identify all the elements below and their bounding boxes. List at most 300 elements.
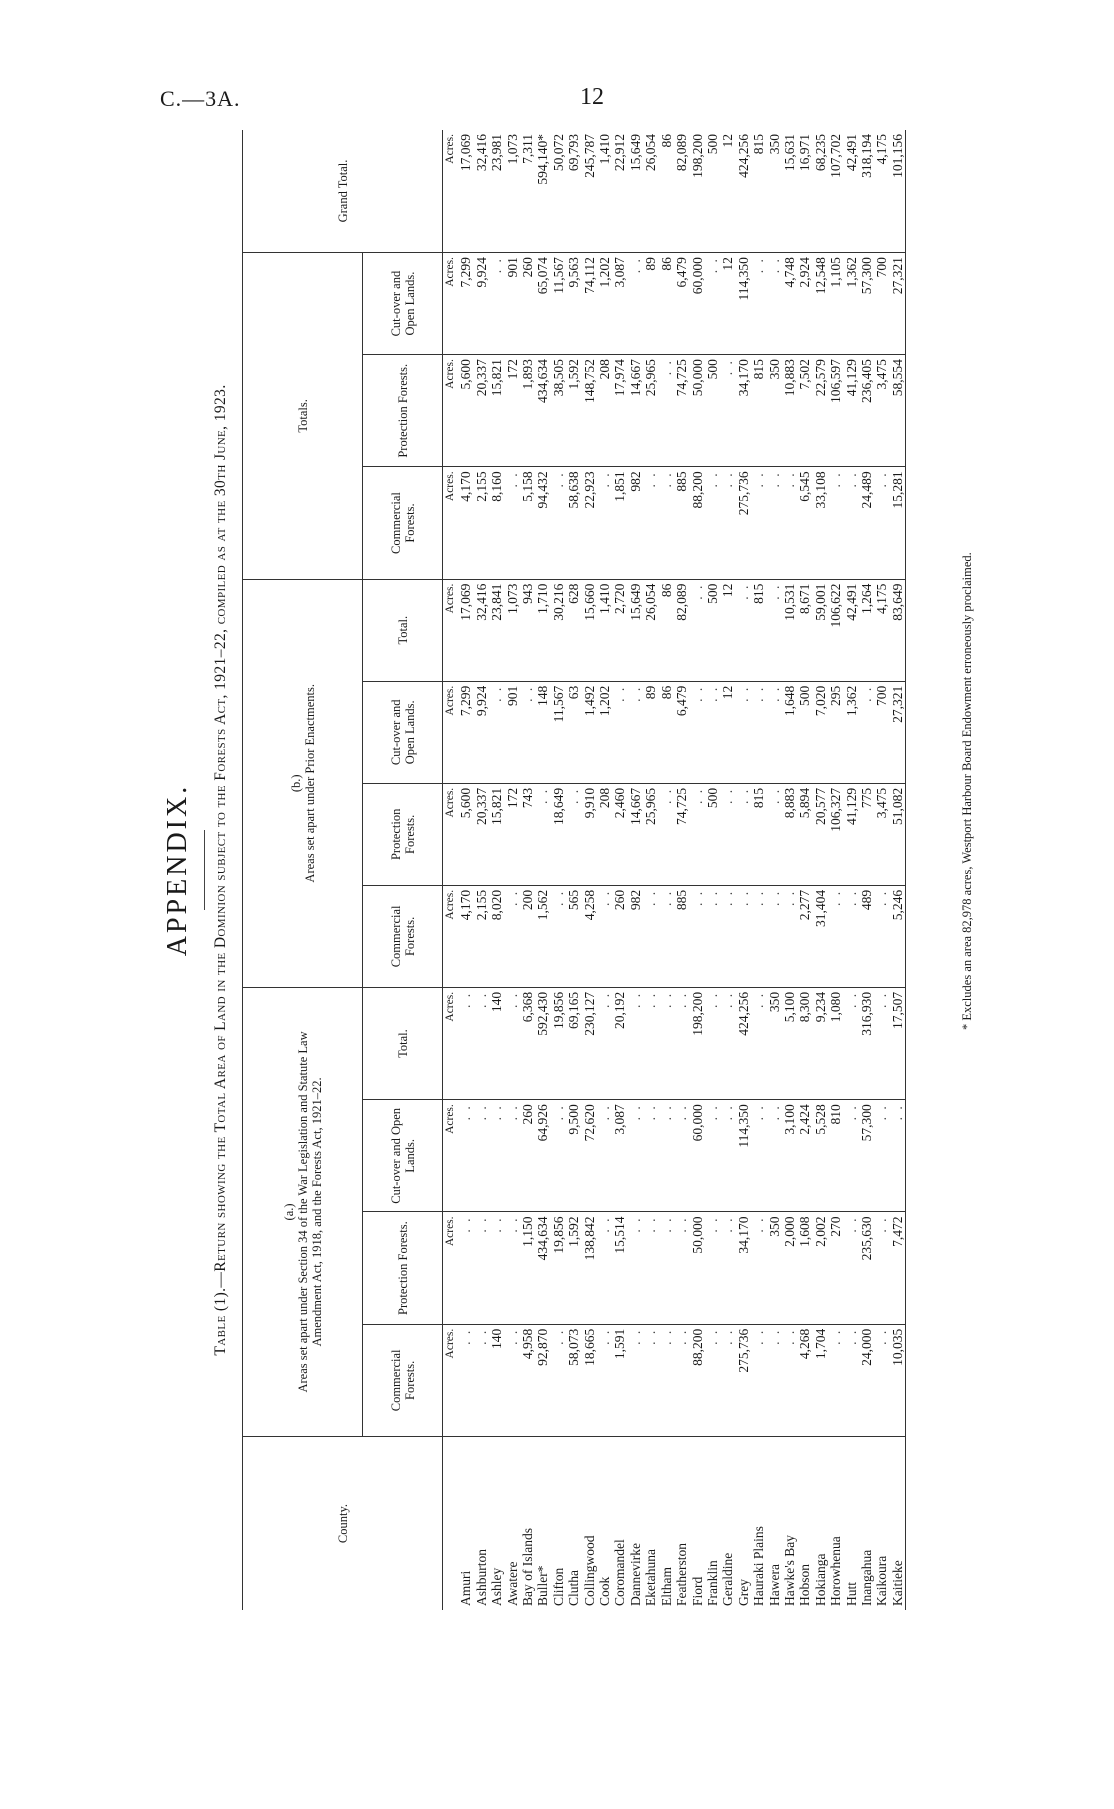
value-cell: 2,277 (797, 885, 812, 987)
value-cell: 74,725 (674, 355, 689, 467)
value-cell: 9,924 (474, 681, 489, 783)
value-cell: . . (705, 1324, 720, 1436)
value-cell: . . (736, 885, 751, 987)
value-cell: 500 (705, 783, 720, 885)
value-cell: . . (705, 1100, 720, 1212)
value-cell: 2,424 (797, 1100, 812, 1212)
value-cell: 63 (566, 681, 581, 783)
value-cell: . . (767, 253, 782, 355)
county-name-cell: Hawera (766, 1564, 782, 1606)
value-cell: . . (551, 1324, 566, 1436)
value-cell: 11,567 (551, 681, 566, 783)
county-name-cell: Cook (597, 1576, 613, 1606)
value-cell: 34,170 (736, 1212, 751, 1324)
value-cell: 4,170 (458, 467, 473, 579)
value-cell: 12 (720, 253, 735, 355)
value-cell: 5,246 (890, 885, 906, 987)
county-name-cell: Kaitieke (890, 1437, 906, 1611)
subheader-total: Total. (363, 987, 443, 1099)
county-name-cell: Hokianga (812, 1553, 828, 1606)
value-cell: . . (874, 1324, 889, 1436)
value-cell: 24,489 (859, 467, 874, 579)
table-row (782, 130, 797, 1610)
value-cell: 19,856 (551, 987, 566, 1099)
table-row (859, 130, 874, 1610)
value-cell: 4,175 (874, 579, 889, 681)
value-cell: 1,202 (597, 681, 612, 783)
value-cell: 17,507 (890, 987, 906, 1099)
value-cell: . . (643, 467, 658, 579)
value-cell: . . (705, 885, 720, 987)
county-header: County. (243, 1437, 443, 1611)
unit-cell: Acres. (443, 1212, 459, 1324)
value-cell: 106,327 (828, 783, 843, 885)
value-cell: 58,554 (890, 355, 906, 467)
unit-cell: Acres. (443, 681, 459, 783)
value-cell: . . (705, 681, 720, 783)
value-cell: 15,821 (489, 783, 504, 885)
value-cell: . . (628, 1212, 643, 1324)
value-cell: 114,350 (736, 1100, 751, 1212)
page-number: 12 (580, 84, 604, 110)
value-cell: . . (751, 1212, 766, 1324)
value-cell: 33,108 (813, 467, 828, 579)
value-cell: 7,020 (813, 681, 828, 783)
value-cell: . . (690, 681, 705, 783)
value-cell: 1,562 (535, 885, 550, 987)
unit-cell: Acres. (443, 987, 459, 1099)
value-cell: . . (844, 1212, 859, 1324)
value-cell: 815 (751, 130, 766, 253)
value-cell: 5,600 (458, 783, 473, 885)
value-cell: 26,054 (643, 130, 658, 253)
value-cell: . . (489, 1100, 504, 1212)
value-cell: . . (720, 987, 735, 1099)
value-cell: . . (659, 1212, 674, 1324)
value-cell: 26,054 (643, 579, 658, 681)
county-name-cell: Hutt (843, 1581, 859, 1606)
value-cell: 50,000 (690, 1212, 705, 1324)
value-cell: 106,597 (828, 355, 843, 467)
unit-cell: Acres. (443, 885, 459, 987)
value-cell: . . (505, 987, 520, 1099)
value-cell: 3,087 (612, 253, 627, 355)
value-cell: 22,923 (582, 467, 597, 579)
value-cell: . . (828, 467, 843, 579)
value-cell: . . (551, 467, 566, 579)
value-cell: . . (597, 1324, 612, 1436)
table-row (890, 130, 906, 1610)
value-cell: . . (505, 1324, 520, 1436)
value-cell: 815 (751, 355, 766, 467)
value-cell: . . (597, 1212, 612, 1324)
value-cell: . . (458, 1100, 473, 1212)
value-cell: 12 (720, 681, 735, 783)
county-name-cell: Ashley (489, 1567, 505, 1606)
value-cell: 15,660 (582, 579, 597, 681)
value-cell: 901 (505, 681, 520, 783)
value-cell: . . (751, 253, 766, 355)
value-cell: 10,531 (782, 579, 797, 681)
county-name-cell: Dannevirke (627, 1543, 643, 1606)
value-cell: 27,321 (890, 681, 906, 783)
value-cell: . . (767, 885, 782, 987)
value-cell: 2,155 (474, 467, 489, 579)
value-cell: . . (566, 783, 581, 885)
table-row (535, 130, 550, 1610)
value-cell: . . (474, 1324, 489, 1436)
unit-cell: Acres. (443, 467, 459, 579)
value-cell: . . (874, 1100, 889, 1212)
subheader-cutover: Cut-over and Open Lands. (363, 253, 443, 355)
value-cell: 107,702 (828, 130, 843, 253)
value-cell: 2,000 (782, 1212, 797, 1324)
value-cell: 12 (720, 579, 735, 681)
value-cell: 72,620 (582, 1100, 597, 1212)
value-cell: 1,080 (828, 987, 843, 1099)
value-cell: 74,725 (674, 783, 689, 885)
county-name-cell: Inangahua (858, 1549, 874, 1606)
value-cell: 11,567 (551, 253, 566, 355)
value-cell: 15,821 (489, 355, 504, 467)
value-cell: 594,140* (535, 130, 550, 253)
table-row (844, 130, 859, 1610)
table-row (551, 130, 566, 1610)
unit-cell: Acres. (443, 130, 459, 253)
value-cell: 58,638 (566, 467, 581, 579)
value-cell: 350 (767, 987, 782, 1099)
value-cell: 57,300 (859, 1100, 874, 1212)
value-cell: 50,072 (551, 130, 566, 253)
table-row (612, 130, 627, 1610)
value-cell: 350 (767, 130, 782, 253)
value-cell: . . (474, 987, 489, 1099)
value-cell: 3,475 (874, 355, 889, 467)
value-cell: 1,851 (612, 467, 627, 579)
value-cell: 94,432 (535, 467, 550, 579)
county-name-cell: Franklin (704, 1560, 720, 1606)
value-cell: 316,930 (859, 987, 874, 1099)
value-cell: 1,150 (520, 1212, 535, 1324)
table-row (628, 130, 643, 1610)
group-b-label: (b.) (288, 774, 303, 793)
value-cell: . . (505, 885, 520, 987)
value-cell: 885 (674, 885, 689, 987)
value-cell: . . (597, 1100, 612, 1212)
units-row (443, 130, 459, 1610)
value-cell: . . (828, 885, 843, 987)
value-cell: . . (705, 1212, 720, 1324)
value-cell: 138,842 (582, 1212, 597, 1324)
table-row (505, 130, 520, 1610)
value-cell: 6,368 (520, 987, 535, 1099)
subheader-commercial: Commercial Forests. (363, 1324, 443, 1436)
value-cell: 148 (535, 681, 550, 783)
value-cell: 69,165 (566, 987, 581, 1099)
value-cell: . . (458, 1212, 473, 1324)
value-cell: . . (612, 681, 627, 783)
value-cell: 1,362 (844, 681, 859, 783)
value-cell: 32,416 (474, 130, 489, 253)
subheader-cutover: Cut-over and Open Lands. (363, 1100, 443, 1212)
value-cell: . . (844, 467, 859, 579)
value-cell: 1,893 (520, 355, 535, 467)
value-cell: . . (751, 987, 766, 1099)
value-cell: 260 (612, 885, 627, 987)
value-cell: 3,087 (612, 1100, 627, 1212)
table-header (243, 130, 443, 1610)
value-cell: 5,894 (797, 783, 812, 885)
value-cell: . . (828, 1324, 843, 1436)
rotated-content (150, 130, 1050, 1610)
value-cell: . . (767, 681, 782, 783)
value-cell: 500 (797, 681, 812, 783)
value-cell: 6,545 (797, 467, 812, 579)
table-row (474, 130, 489, 1610)
value-cell: 12,548 (813, 253, 828, 355)
value-cell: . . (643, 987, 658, 1099)
value-cell: . . (628, 681, 643, 783)
value-cell: 172 (505, 783, 520, 885)
value-cell: 2,155 (474, 885, 489, 987)
value-cell: 106,622 (828, 579, 843, 681)
value-cell: 500 (705, 355, 720, 467)
county-name-cell: Amuri (458, 1570, 474, 1606)
value-cell: . . (874, 987, 889, 1099)
value-cell: 434,634 (535, 1212, 550, 1324)
value-cell: . . (844, 885, 859, 987)
value-cell: . . (489, 681, 504, 783)
value-cell: 9,563 (566, 253, 581, 355)
value-cell: 500 (705, 130, 720, 253)
value-cell: . . (720, 467, 735, 579)
county-name-cell: Horowhenua (828, 1536, 844, 1606)
value-cell: 424,256 (736, 987, 751, 1099)
value-cell: . . (659, 1100, 674, 1212)
value-cell: 208 (597, 355, 612, 467)
county-name-cell: Hauraki Plains (751, 1526, 767, 1606)
value-cell: . . (535, 783, 550, 885)
group-b-header (243, 579, 363, 987)
value-cell: 86 (659, 253, 674, 355)
value-cell: 592,430 (535, 987, 550, 1099)
value-cell: 20,337 (474, 783, 489, 885)
unit-cell: Acres. (443, 579, 459, 681)
value-cell: 565 (566, 885, 581, 987)
value-cell: 628 (566, 579, 581, 681)
table-row (582, 130, 597, 1610)
value-cell: 9,500 (566, 1100, 581, 1212)
value-cell: 5,100 (782, 987, 797, 1099)
value-cell: . . (874, 1212, 889, 1324)
county-name-cell: Collingwood (581, 1535, 597, 1606)
value-cell: . . (720, 783, 735, 885)
value-cell: . . (628, 253, 643, 355)
unit-cell: Acres. (443, 355, 459, 467)
value-cell: 60,000 (690, 253, 705, 355)
value-cell: 4,748 (782, 253, 797, 355)
value-cell: 3,475 (874, 783, 889, 885)
value-cell: 69,793 (566, 130, 581, 253)
value-cell: . . (767, 467, 782, 579)
unit-cell: Acres. (443, 253, 459, 355)
value-cell: 148,752 (582, 355, 597, 467)
value-cell: 208 (597, 783, 612, 885)
value-cell: 18,649 (551, 783, 566, 885)
value-cell: . . (659, 783, 674, 885)
value-cell: 82,089 (674, 579, 689, 681)
value-cell: 489 (859, 885, 874, 987)
value-cell: 200 (520, 885, 535, 987)
value-cell: . . (720, 1100, 735, 1212)
subheader-protection: Protection Forests. (363, 1212, 443, 1324)
value-cell: . . (705, 467, 720, 579)
value-cell: . . (597, 987, 612, 1099)
value-cell: . . (874, 467, 889, 579)
value-cell: 260 (520, 1100, 535, 1212)
value-cell: 6,479 (674, 681, 689, 783)
value-cell: 1,410 (597, 130, 612, 253)
subheader-commercial: Commercial Forests. (363, 885, 443, 987)
value-cell: 9,924 (474, 253, 489, 355)
value-cell: 318,194 (859, 130, 874, 253)
value-cell: . . (751, 1100, 766, 1212)
value-cell: 15,514 (612, 1212, 627, 1324)
value-cell: . . (751, 885, 766, 987)
title-rule (204, 830, 205, 910)
value-cell: . . (489, 1212, 504, 1324)
value-cell: 20,192 (612, 987, 627, 1099)
county-name-cell: Fiord (689, 1576, 705, 1606)
unit-cell: Acres. (443, 783, 459, 885)
value-cell: . . (874, 885, 889, 987)
value-cell: 88,200 (690, 1324, 705, 1436)
value-cell: 34,170 (736, 355, 751, 467)
value-cell: . . (505, 467, 520, 579)
value-cell: 3,100 (782, 1100, 797, 1212)
value-cell: 41,129 (844, 783, 859, 885)
value-cell: 20,337 (474, 355, 489, 467)
value-cell: 22,579 (813, 355, 828, 467)
value-cell: 15,281 (890, 467, 906, 579)
value-cell: 42,491 (844, 130, 859, 253)
value-cell: . . (551, 1100, 566, 1212)
value-cell: 31,404 (813, 885, 828, 987)
value-cell: 88,200 (690, 467, 705, 579)
value-cell: . . (474, 1212, 489, 1324)
grand-total-header: Grand Total. (243, 130, 443, 253)
subheader-total: Total. (363, 579, 443, 681)
value-cell: 1,710 (535, 579, 550, 681)
value-cell: . . (659, 885, 674, 987)
value-cell: . . (705, 987, 720, 1099)
value-cell: 64,926 (535, 1100, 550, 1212)
table-row (767, 130, 782, 1610)
value-cell: 1,073 (505, 130, 520, 253)
table-row (690, 130, 705, 1610)
value-cell: 2,460 (612, 783, 627, 885)
county-name-cell: Grey (735, 1579, 751, 1606)
table-row (489, 130, 504, 1610)
county-name-cell: Eltham (658, 1567, 674, 1606)
value-cell: 68,235 (813, 130, 828, 253)
value-cell: 2,720 (612, 579, 627, 681)
value-cell: . . (720, 1324, 735, 1436)
value-cell: . . (659, 1324, 674, 1436)
value-cell: 57,300 (859, 253, 874, 355)
value-cell: 86 (659, 130, 674, 253)
value-cell: 1,648 (782, 681, 797, 783)
value-cell: . . (520, 681, 535, 783)
value-cell: 5,158 (520, 467, 535, 579)
value-cell: 775 (859, 783, 874, 885)
value-cell: . . (767, 1324, 782, 1436)
value-cell: 4,268 (797, 1324, 812, 1436)
county-name-cell: Awatere (504, 1561, 520, 1606)
value-cell: 172 (505, 355, 520, 467)
value-cell: 10,883 (782, 355, 797, 467)
value-cell: 4,175 (874, 130, 889, 253)
value-cell: 982 (628, 467, 643, 579)
value-cell: 6,479 (674, 253, 689, 355)
value-cell: 12 (720, 130, 735, 253)
value-cell: 140 (489, 987, 504, 1099)
value-cell: 22,912 (612, 130, 627, 253)
value-cell: . . (597, 885, 612, 987)
value-cell: 8,883 (782, 783, 797, 885)
value-cell: 1,105 (828, 253, 843, 355)
value-cell: 815 (751, 783, 766, 885)
value-cell: 7,311 (520, 130, 535, 253)
table-row (720, 130, 735, 1610)
value-cell: . . (844, 1324, 859, 1436)
value-cell: 1,704 (813, 1324, 828, 1436)
value-cell: 41,129 (844, 355, 859, 467)
value-cell: . . (705, 253, 720, 355)
value-cell: 1,073 (505, 579, 520, 681)
value-cell: 89 (643, 253, 658, 355)
value-cell: 86 (659, 579, 674, 681)
table-row (643, 130, 658, 1610)
value-cell: . . (505, 1100, 520, 1212)
table-row (874, 130, 889, 1610)
value-cell: 1,410 (597, 579, 612, 681)
value-cell: 14,667 (628, 355, 643, 467)
table-caption: Table (1).—Return showing the Total Area of Land in the Dominion subject to the Forests Act, 1921–22, compiled as at the 30th June, 1923. (212, 384, 229, 1356)
value-cell: 198,200 (690, 130, 705, 253)
table-row (458, 130, 473, 1610)
value-cell: 50,000 (690, 355, 705, 467)
value-cell: . . (458, 1324, 473, 1436)
value-cell: 2,924 (797, 253, 812, 355)
value-cell: . . (489, 253, 504, 355)
group-a-label: (a.) (281, 1203, 296, 1221)
value-cell: 7,472 (890, 1212, 906, 1324)
value-cell: 89 (643, 681, 658, 783)
county-name-cell: Bay of Islands (520, 1528, 536, 1606)
value-cell: . . (751, 467, 766, 579)
value-cell: 885 (674, 467, 689, 579)
value-cell: . . (628, 1100, 643, 1212)
value-cell: 15,631 (782, 130, 797, 253)
subheader-cutover: Cut-over and Open Lands. (363, 681, 443, 783)
value-cell: . . (720, 885, 735, 987)
value-cell: 1,591 (612, 1324, 627, 1436)
value-cell: 140 (489, 1324, 504, 1436)
value-cell: . . (628, 1324, 643, 1436)
value-cell: 1,592 (566, 355, 581, 467)
value-cell: 4,170 (458, 885, 473, 987)
